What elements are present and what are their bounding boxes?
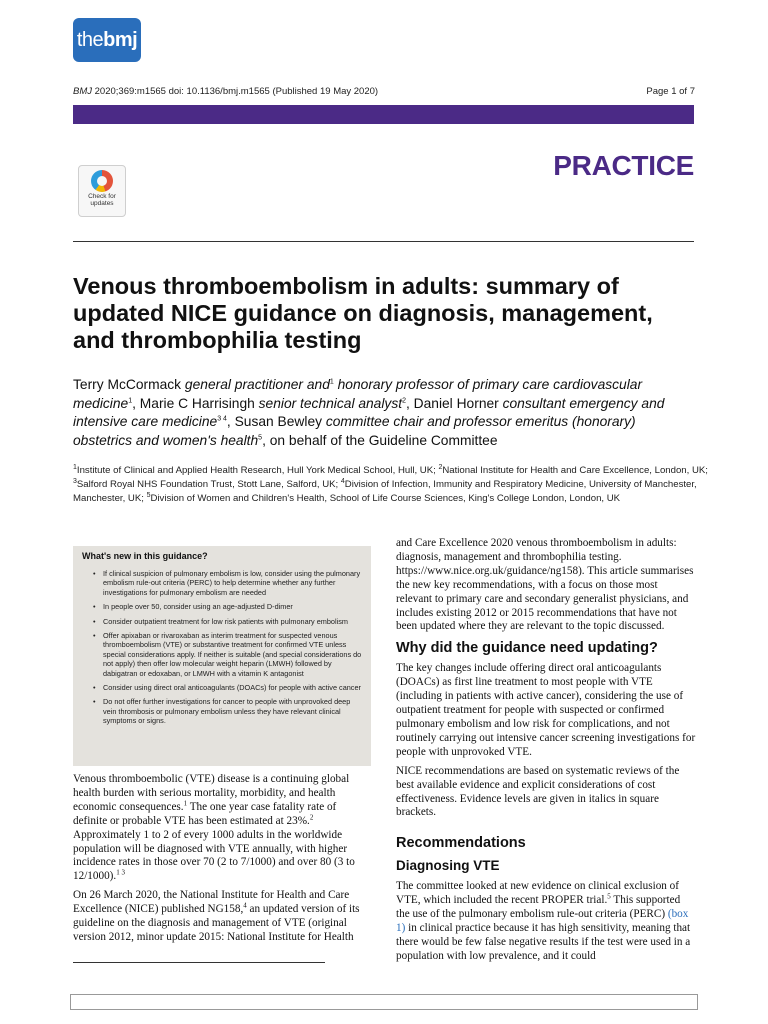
author-name: , Daniel Horner [405,395,503,411]
section-label: PRACTICE [553,150,694,181]
author-role: senior technical analyst [258,395,403,411]
author-role: consultant emergency and intensive care medicine [73,395,665,430]
list-item: • If clinical suspicion of pulmonary embolism is low, consider using the pulmonary embolism rule-out criteria (PERC) to help determine whether any further investigations for pulmonary embolism are needed [92,569,364,597]
text: On 26 March 2020, the National Institute for Health and Care Excellence (NICE) published NG158, [73,889,350,916]
paragraph [73,773,373,884]
ref: 5 [607,892,611,901]
author-name: , Marie C Harrisingh [132,395,259,411]
logo-name: bmj [103,28,138,51]
divider [73,241,694,242]
right-column-body [396,537,696,969]
affil-sup: 1 [73,463,77,471]
text: The one year case fatality rate of definite or probable VTE has been estimated at 23%. [73,800,337,827]
affil-text: Institute of Clinical and Applied Health Research, Hull York Medical School, Hull, UK; [76,465,439,476]
header-bar [73,105,694,124]
badge-line-1: Check for [88,193,116,200]
affil-sup: 3 [73,478,77,486]
footer-frame [70,994,698,1010]
bmj-logo[interactable] [73,18,141,62]
heading-diagnosing-vte: Diagnosing VTE [396,858,500,874]
box-list [92,569,364,731]
text: Venous thromboembolic (VTE) disease is a continuing global health burden with serious mortality, morbidity, and health economic consequences. [73,773,350,813]
author-list [73,376,698,450]
box-title: What's new in this guidance? [82,551,208,561]
author-role: honorary professor of primary care cardiovascular medicine [73,377,643,411]
text: in clinical practice because it has high sensitivity, meaning that there would be few false negative results if the test were used in a population with low prevalence, and it could [396,922,691,962]
article-title: Venous thromboembolism in adults: summary of updated NICE guidance on diagnosis, management, and thrombophilia testing [73,273,653,353]
author-affil-ref: 5 [258,434,263,442]
box-1-link[interactable]: (box 1) [396,908,689,935]
affiliations [73,464,713,507]
author-role: general practitioner and [184,377,330,392]
affil-text: Salford Royal NHS Foundation Trust, Stott Lane, Salford, UK; [76,479,341,491]
affil-text: Division of Women and Children's Health, School of Life Course Sciences, King's College London, London, UK [150,493,621,505]
author-affil-ref: 2 [402,397,406,404]
check-for-updates-badge[interactable] [78,165,126,217]
author-name: Terry McCormack [73,377,185,392]
ref: 1 3 [116,868,125,877]
affil-text: National Institute for Health and Care Excellence, London, UK; [442,465,708,476]
ref: 2 [309,812,314,821]
text: This supported the use of the pulmonary embolism rule-out criteria (PERC) [396,894,681,921]
author-role: committee chair and professor emeritus (honorary) obstetrics and women's health [73,414,636,448]
text: Approximately 1 to 2 of every 1000 adults in the worldwide population will be diagnosed with VTE annually, with higher incidence rates in those over 70 (2 to 7/1000) and over 80 (3 to 12/1000). [73,828,355,883]
heading-recommendations: Recommendations [396,835,526,852]
footnote-divider [73,962,325,963]
paragraph: The key changes include offering direct oral anticoagulants (DOACs) as first line treatment to most people with VTE (including in patients with active cancer), considering the use of outpatient treatment for people with suspected or confirmed pulmonary embolism and low risk for complications, and not routinely carrying out intensive cancer screening investigations for people with unprovoked VTE. [396,662,696,758]
affil-sup: 4 [340,478,345,486]
paragraph [396,880,696,963]
author-affil-ref: 3 4 [217,415,227,423]
badge-line-2: updates [90,200,114,207]
text: an updated version of its guideline on the diagnosis and management of VTE (original version 2012, minor update 2015: National Institute for Health [73,903,360,943]
citation [73,86,378,97]
page-number: Page 1 of 7 [646,86,695,97]
logo-prefix: the [76,28,104,51]
affil-sup: 2 [438,463,443,471]
paragraph: and Care Excellence 2020 venous thromboembolism in adults: diagnosis, management and thrombophilia testing. https://www.nice.org.uk/guidance/ng158). This article summarises the new key recommendations, with a focus on those most relevant to primary care and secondary generalist physicians, and includes existing 2012 or 2015 recommendations that have not been updated where they are relevant to the topic discussed. [396,537,694,633]
citation-details: 2020;369:m1565 doi: 10.1136/bmj.m1565 (Published 19 May 2020) [92,86,379,97]
author-affil-ref: 1 [128,397,133,404]
author-affil-ref: 1 [329,378,334,386]
left-column-body [73,773,373,950]
crossmark-icon [91,170,113,192]
list-item: • Offer apixaban or rivaroxaban as interim treatment for suspected venous thromboembolism (VTE) or substantive treatment for confirmed VTE unless special considerations apply. If neither is suitable (and special considerations do not apply) then offer low molecular weight heparin (LMWH) followed by dabigatran or edoxaban, or LMWH with a vitamin K antagonist [92,631,364,678]
author-name: , Susan Bewley [226,414,326,430]
list-item: • Consider using direct oral anticoagulants (DOACs) for people with active cancer [92,683,364,692]
list-item: • In people over 50, consider using an age-adjusted D-dimer [92,602,364,611]
ref: 1 [183,799,188,808]
affil-text: Division of Infection, Immunity and Respiratory Medicine, University of Manchester, Manchester, UK; [73,479,697,505]
text: The committee looked at new evidence on clinical exclusion of VTE, which included the recent PROPER trial. [396,880,680,907]
journal-name: BMJ [73,86,92,97]
ref: 4 [243,901,247,910]
heading-why-updated: Why did the guidance need updating? [396,640,658,657]
list-item: • Do not offer further investigations for cancer to people with unprovoked deep vein thrombosis or pulmonary embolism unless they have relevant clinical symptoms or signs. [92,697,364,725]
list-item: • Consider outpatient treatment for low risk patients with pulmonary embolism [92,617,364,626]
paragraph [73,889,373,945]
authors-tail: , on behalf of the Guideline Committee [262,432,498,448]
affil-sup: 5 [146,492,151,500]
paragraph: NICE recommendations are based on systematic reviews of the best available evidence and explicit considerations of cost effectiveness. Evidence levels are given in italics in square brackets. [396,764,680,819]
